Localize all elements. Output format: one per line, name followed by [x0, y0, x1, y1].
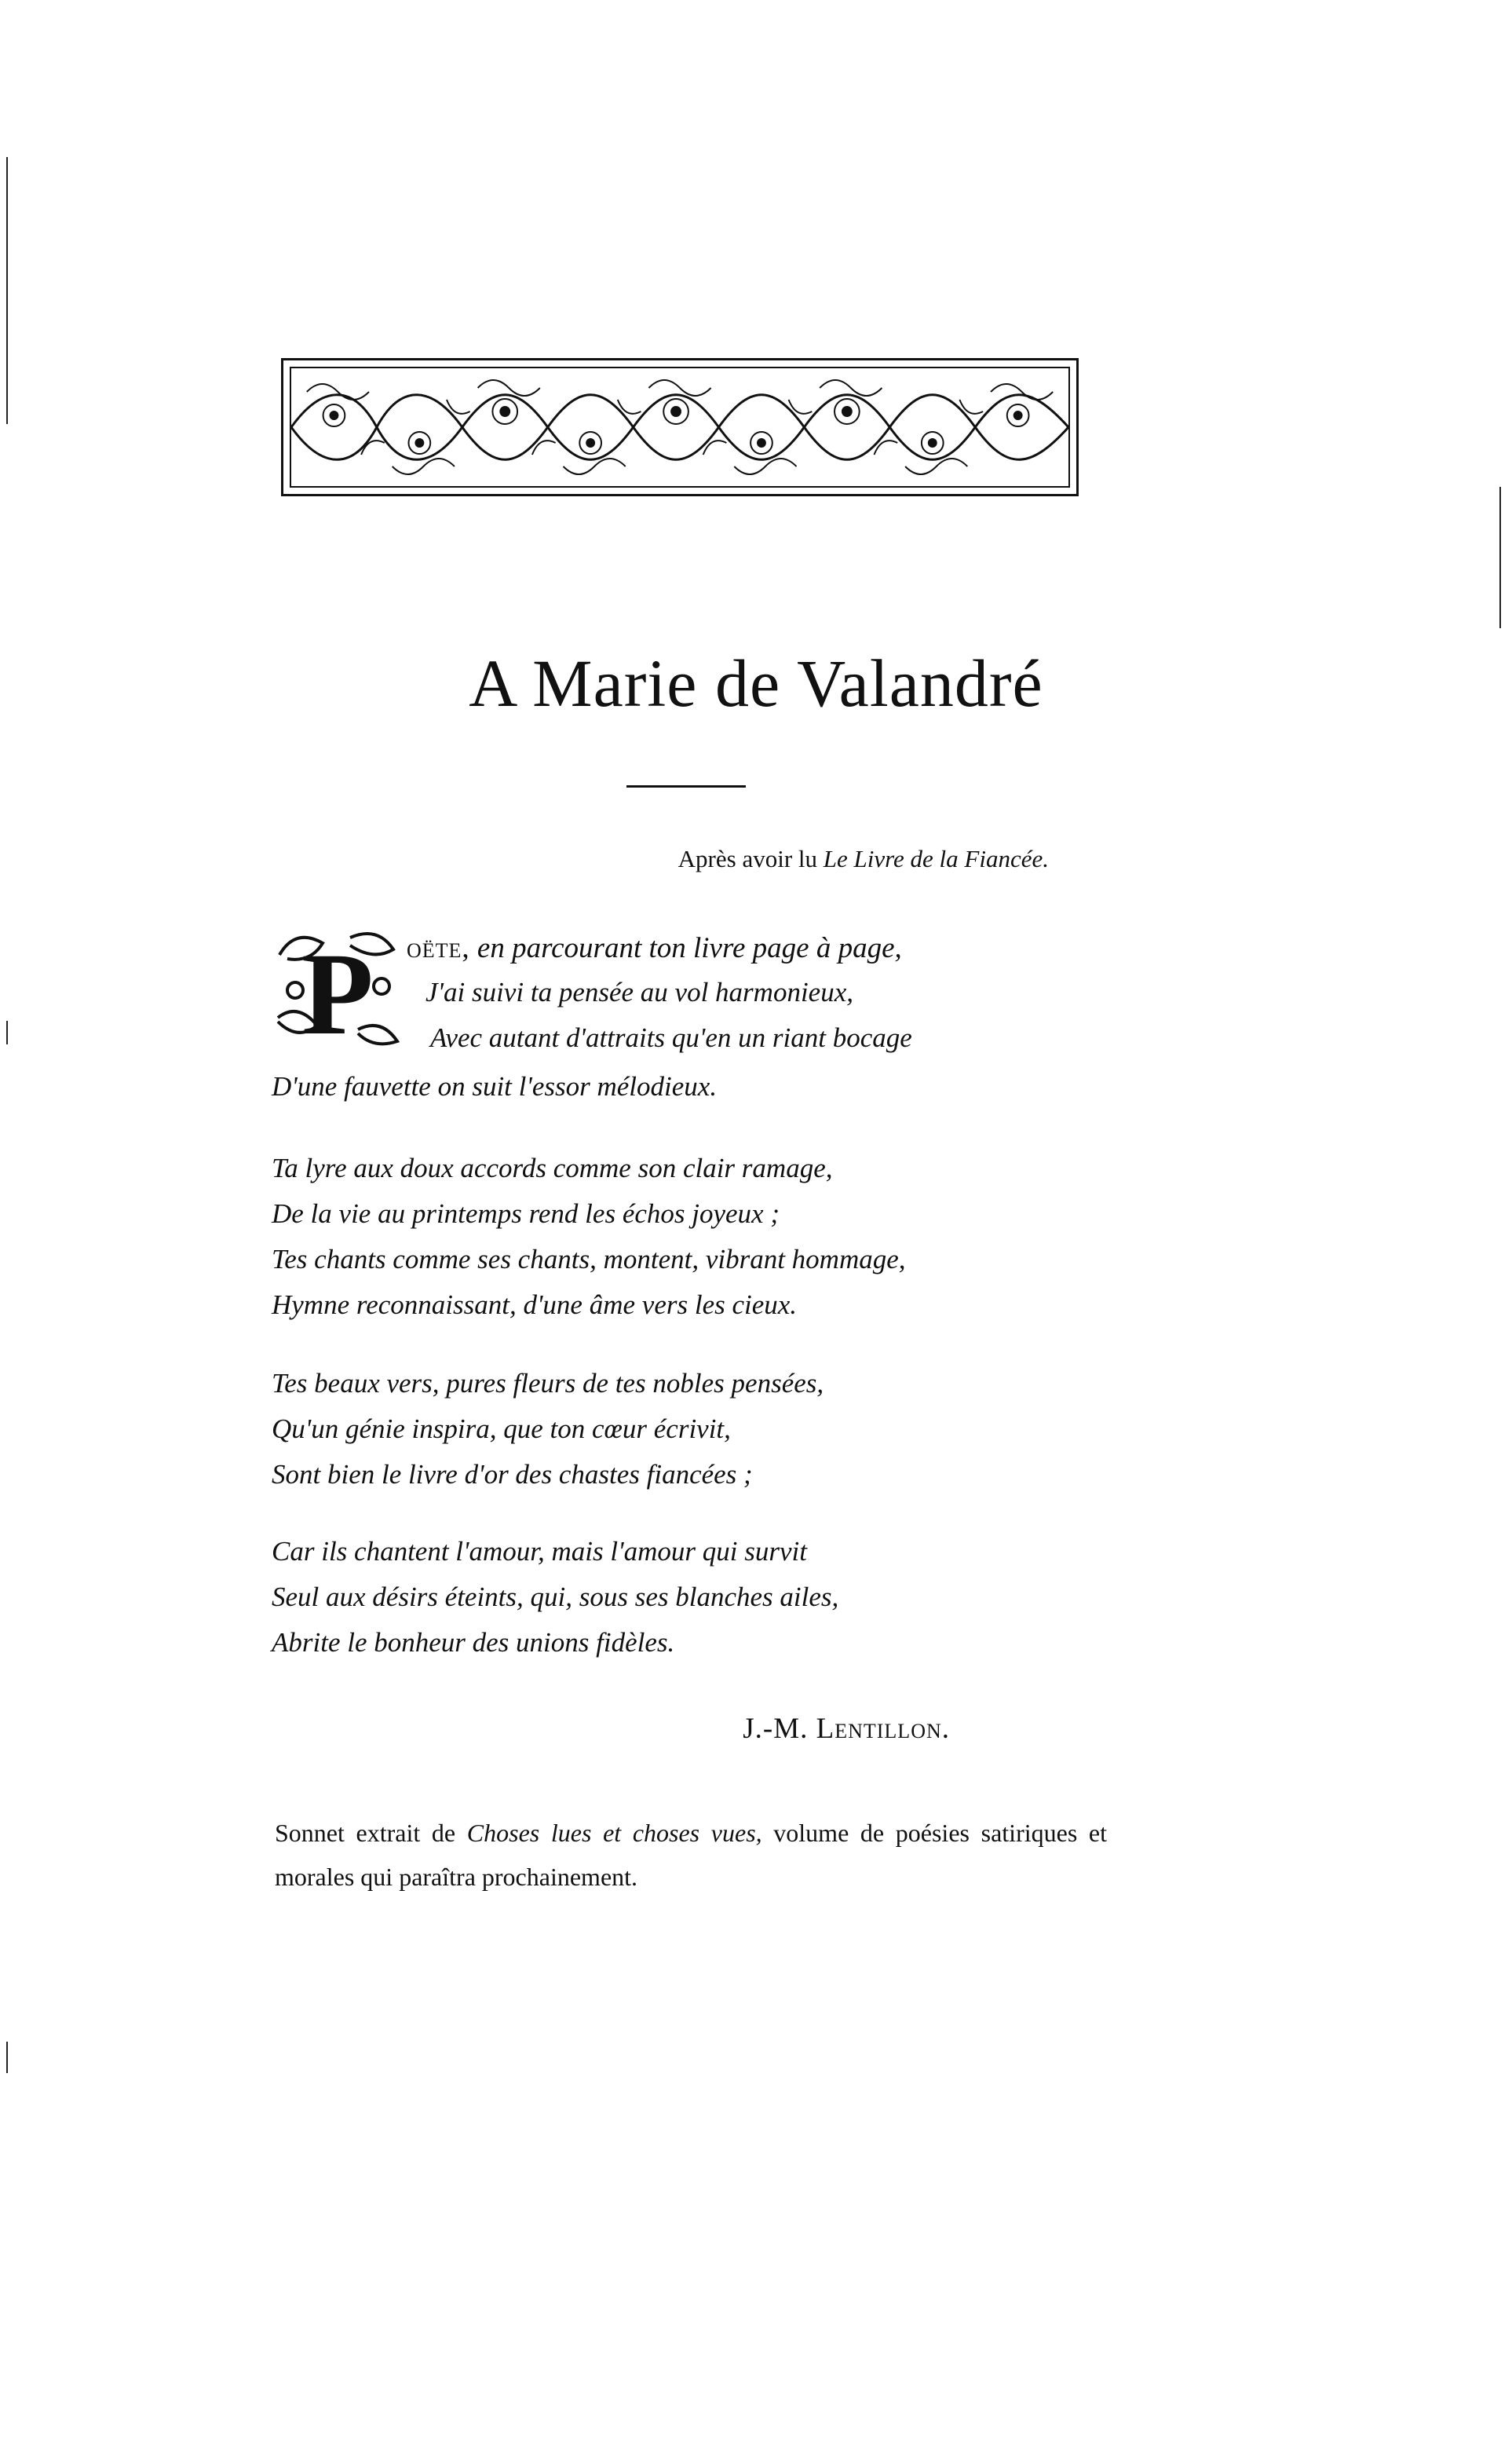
verse-line-text: en parcourant ton livre page à page,: [469, 932, 902, 964]
verse-line: Seul aux désirs éteints, qui, sous ses blanches ailes,: [272, 1582, 839, 1612]
verse-line: Sont bien le livre d'or des chastes fiancées ;: [272, 1459, 753, 1490]
scan-edge-line-left: [6, 1021, 8, 1044]
signature: [743, 1712, 950, 1746]
verse-line: Tes beaux vers, pures fleurs de tes nobles pensées,: [272, 1368, 824, 1399]
dropcap-ornament: [272, 923, 404, 1055]
poem-title: A Marie de Valandré: [469, 645, 1043, 721]
epigraph-source: Le Livre de la Fiancée.: [823, 845, 1049, 872]
scan-edge-line-bottom-left: [6, 2042, 8, 2073]
verse-line: Car ils chantent l'amour, mais l'amour qui survit: [272, 1536, 807, 1567]
epigraph: [678, 845, 1049, 873]
scan-edge-line-right: [1499, 487, 1501, 628]
signature-initials: J.-M.: [743, 1713, 816, 1745]
footnote-suffix: volume de poésies satiriques et morales qui paraîtra prochainement.: [275, 1819, 1108, 1891]
ornamental-letter-p: [272, 923, 404, 1055]
footnote: [275, 1811, 1107, 1899]
verse-line: D'une fauvette on suit l'essor mélodieux.: [272, 1071, 718, 1102]
verse-line: De la vie au printemps rend les échos joyeux ;: [272, 1198, 780, 1229]
dropcap-letter: P: [301, 929, 374, 1055]
verse-line: [407, 931, 902, 965]
verse-line: Avec autant d'attraits qu'en un riant bocage: [430, 1022, 912, 1053]
epigraph-prefix: Après avoir lu: [677, 845, 824, 872]
scan-edge-line-left: [6, 157, 8, 424]
verse-line: Ta lyre aux doux accords comme son clair ramage,: [272, 1153, 833, 1183]
footnote-book: Choses lues et choses vues,: [466, 1819, 762, 1847]
verse-line-smallcaps: oëte,: [407, 932, 470, 964]
verse-line: Abrite le bonheur des unions fidèles.: [272, 1627, 675, 1658]
verse-line: Qu'un génie inspira, que ton cœur écrivit,: [272, 1413, 731, 1444]
verse-line: J'ai suivi ta pensée au vol harmonieux,: [425, 977, 853, 1007]
signature-surname: Lentillon.: [816, 1713, 950, 1745]
ornamental-headpiece: [281, 358, 1079, 496]
footnote-prefix: Sonnet extrait de: [275, 1819, 467, 1847]
title-rule: [626, 785, 746, 788]
verse-line: Tes chants comme ses chants, montent, vibrant hommage,: [272, 1244, 906, 1274]
floral-scroll-ornament: [291, 368, 1068, 486]
verse-line: Hymne reconnaissant, d'une âme vers les cieux.: [272, 1289, 798, 1320]
